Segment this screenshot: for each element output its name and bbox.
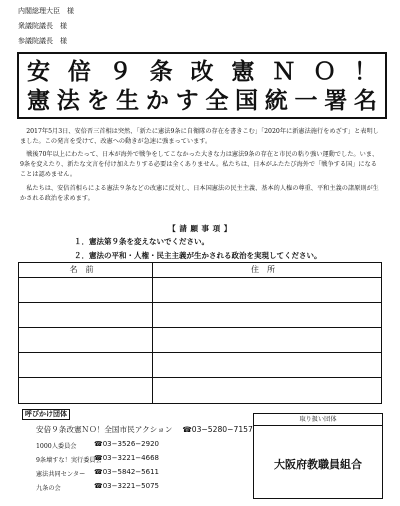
title-char: Ｏ [313, 59, 337, 85]
sub-organizer-phone: ☎03−3526−2920 [94, 440, 159, 448]
signature-table-header [19, 263, 381, 278]
petition-title-line-2 [27, 87, 377, 115]
title-char: Ｎ [272, 59, 296, 85]
sub-organizer [36, 440, 159, 450]
title-char: 統 [264, 88, 288, 114]
name-cell[interactable] [19, 353, 152, 377]
body-paragraph: 私たちは、安倍首相らによる憲法９条などの改憲に反対し、日本国憲法の民主主義、基本的人権の尊重、平和主義の諸原則が生かされる政治を求めます。 [20, 185, 379, 202]
main-organizer [36, 424, 253, 435]
sub-organizer-name: 9条壊すな！実行委員会 [36, 457, 102, 464]
signature-table [18, 262, 382, 404]
request-heading: 【 請 願 事 項 】 [168, 224, 232, 233]
title-char: ！ [354, 59, 377, 85]
main-organizer-name: 安倍９条改憲ＮＯ！全国市民アクション [36, 425, 173, 434]
name-cell[interactable] [19, 303, 152, 327]
title-char: か [145, 88, 169, 114]
petition-title-box [17, 52, 387, 119]
title-char: ９ [108, 59, 132, 85]
petition-title-line-1 [27, 58, 377, 86]
sub-organizer-phone: ☎03−3221−5075 [94, 482, 159, 490]
addressee-lower-house-speaker: 衆議院議長 様 [18, 22, 67, 30]
address-cell[interactable] [153, 328, 381, 352]
signature-row [19, 303, 381, 328]
title-char: 憲 [27, 88, 50, 114]
name-cell[interactable] [19, 328, 152, 352]
title-char: 憲 [231, 59, 255, 85]
title-char: 生 [116, 88, 140, 114]
sub-organizer [36, 482, 159, 492]
name-cell[interactable] [19, 378, 152, 403]
sub-organizer-name: 憲法共同センター [36, 471, 86, 478]
organizers-label: 呼びかけ団体 [22, 409, 70, 420]
address-cell[interactable] [153, 378, 381, 403]
sub-organizer-phone: ☎03−3221−4668 [94, 454, 159, 462]
title-char: 改 [190, 59, 214, 85]
name-cell[interactable] [19, 278, 152, 302]
sub-organizer-phone: ☎03−5842−5611 [94, 468, 159, 476]
title-char: 署 [324, 88, 348, 114]
main-organizer-phone: ☎03−5280−7157 [182, 425, 253, 434]
title-char: を [86, 88, 110, 114]
request-item: ２．憲法の平和・人権・民主主義が生かされる政治を実現してください。 [74, 251, 322, 260]
address-cell[interactable] [153, 278, 381, 302]
addressee-list [18, 4, 74, 49]
title-char: 法 [56, 88, 80, 114]
title-char: 一 [294, 88, 318, 114]
handling-organization-name: 大阪府教職員組合 [274, 458, 362, 471]
addressee-prime-minister: 内閣総理大臣 様 [18, 7, 74, 15]
title-char: す [175, 88, 199, 114]
sub-organizer-name: 九条の会 [36, 485, 61, 492]
signature-row [19, 278, 381, 303]
handling-organization-box [253, 413, 383, 499]
title-char: 倍 [67, 59, 91, 85]
signature-row [19, 353, 381, 378]
title-char: 名 [353, 88, 377, 114]
address-cell[interactable] [153, 353, 381, 377]
title-char: 安 [27, 59, 50, 85]
column-header-name: 名前 [69, 265, 102, 274]
title-char: 国 [235, 88, 259, 114]
request-item: １．憲法第９条を変えないでください。 [74, 237, 209, 246]
addressee-upper-house-speaker: 参議院議長 様 [18, 37, 67, 45]
sub-organizer [36, 454, 159, 464]
sub-organizer-name: 1000人委員会 [36, 443, 77, 450]
handling-organization-label: 取り扱い団体 [254, 414, 382, 426]
sub-organizer [36, 468, 159, 478]
address-cell[interactable] [153, 303, 381, 327]
signature-row [19, 378, 381, 403]
signature-row [19, 328, 381, 353]
title-char: 全 [205, 88, 229, 114]
title-char: 条 [149, 59, 173, 85]
body-paragraph: 2017年5月3日、安倍晋三首相は突然、「新たに憲法9条に自衛隊の存在を書きこむ」「2020年に新憲法施行をめざす」と表明しました。この発言を受けて、改憲への動きが急速に強まっています。 [20, 128, 379, 145]
body-paragraph: 戦後70年以上にわたって、日本が海外で戦争をしてこなかった大きな力は憲法9条の存在と市民の粘り強い運動でした。いま、9条を変えたり、新たな文言を付け加えたりする必要は全くありません。私たちは、日本がふたたび海外で「戦争する国」になることは認めません。 [20, 151, 379, 178]
column-header-address: 住所 [251, 265, 283, 274]
